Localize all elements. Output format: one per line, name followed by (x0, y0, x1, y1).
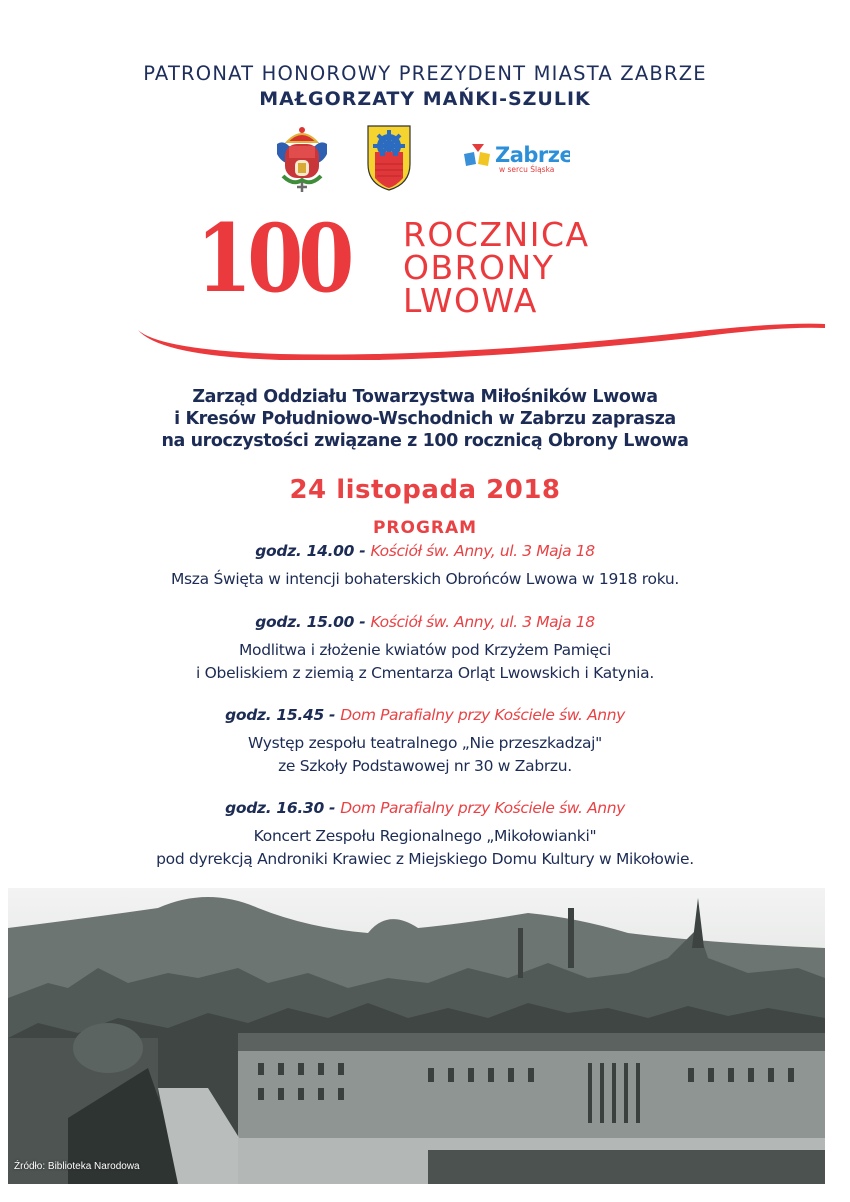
program-desc-line: pod dyrekcją Androniki Krawiec z Miejskiego Domu Kultury w Mikołowie. (156, 850, 694, 868)
program-item-1-desc (0, 568, 850, 591)
program-desc-line: i Obeliskiem z ziemią z Cmentarza Orląt Lwowskich i Katynia. (196, 664, 654, 682)
zabrze-logo-title: Zabrze (495, 143, 570, 167)
photo-caption: Źródło: Biblioteka Narodowa (14, 1161, 140, 1172)
invitation-line-3: na uroczystości związane z 100 rocznicą Obrony Lwowa (161, 431, 689, 451)
zabrze-coat-of-arms-icon (368, 126, 410, 190)
program-time: godz. 15.45 - (225, 706, 341, 724)
logos-row (270, 124, 570, 194)
program-item-3-desc (0, 732, 850, 778)
program-item-1-header (0, 542, 850, 560)
title-line-2: OBRONY (403, 248, 555, 287)
program-time: godz. 14.00 - (255, 542, 371, 560)
program-desc-line: Występ zespołu teatralnego „Nie przeszkadzaj" (248, 734, 602, 752)
zabrze-brand-logo (464, 144, 490, 166)
invitation-line-2: i Kresów Południowo-Wschodnich w Zabrzu zaprasza (174, 409, 676, 429)
program-place: Dom Parafialny przy Kościele św. Anny (340, 799, 625, 817)
invitation-line-1: Zarząd Oddziału Towarzystwa Miłośników Lwowa (192, 387, 658, 407)
program-desc-line: ze Szkoły Podstawowej nr 30 w Zabrzu. (278, 757, 572, 775)
program-time: godz. 15.00 - (255, 613, 371, 631)
program-desc-line: Modlitwa i złożenie kwiatów pod Krzyżem Pamięci (238, 641, 612, 659)
red-swoosh-decoration (130, 300, 830, 360)
program-desc-line: Koncert Zespołu Regionalnego „Mikołowianki" (253, 827, 597, 845)
program-time: godz. 16.30 - (225, 799, 341, 817)
anniversary-number: 100 (196, 204, 350, 314)
program-item-3-header (0, 706, 850, 724)
program-item-2-desc (0, 639, 850, 685)
program-item-2-header (0, 613, 850, 631)
program-place: Kościół św. Anny, ul. 3 Maja 18 (370, 613, 595, 631)
program-item-4-desc (0, 825, 850, 871)
program-place: Dom Parafialny przy Kościele św. Anny (340, 706, 625, 724)
historic-city-photo (8, 888, 825, 1184)
event-date: 24 listopada 2018 (289, 475, 561, 505)
invitation-text (0, 386, 850, 452)
lwow-coat-of-arms-icon (277, 127, 327, 192)
program-place: Kościół św. Anny, ul. 3 Maja 18 (370, 542, 595, 560)
zabrze-logo-subtitle: w sercu Śląska (499, 165, 555, 174)
patronage-line-1: PATRONAT HONOROWY PREZYDENT MIASTA ZABRZE (143, 62, 707, 85)
program-heading: PROGRAM (372, 518, 478, 538)
program-item-4-header (0, 799, 850, 817)
patronage-line-2: MAŁGORZATY MAŃKI-SZULIK (259, 88, 591, 110)
program-desc-line: Msza Święta w intencji bohaterskich Obrońców Lwowa w 1918 roku. (170, 570, 680, 588)
title-line-1: ROCZNICA (403, 215, 590, 254)
title-line-3: LWOWA (403, 281, 538, 320)
